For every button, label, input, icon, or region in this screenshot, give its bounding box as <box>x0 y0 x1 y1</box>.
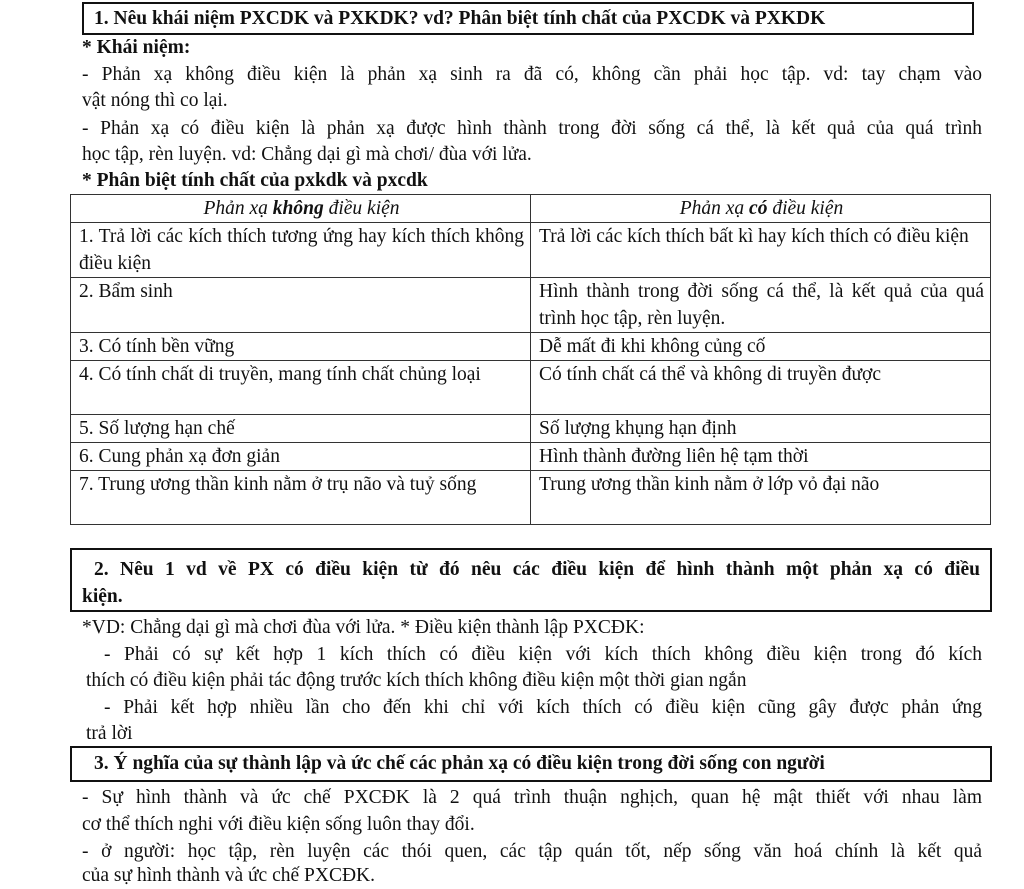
table-cell-left: 2. Bẩm sinh <box>71 278 531 333</box>
table-cell-left: 4. Có tính chất di truyền, mang tính chất chủng loại <box>71 361 531 415</box>
table-row <box>71 223 991 278</box>
section3-heading: 3. Ý nghĩa của sự thành lập và ức chế các phản xạ có điều kiện trong đời sống con người <box>94 753 825 774</box>
table-row <box>71 415 991 443</box>
unconditioned-definition-line2: vật nóng thì co lại. <box>82 90 228 111</box>
condition1-line2: thích có điều kiện phải tác động trước kích thích không điều kiện một thời gian ngắn <box>86 670 747 691</box>
header-right-pre: Phản xạ <box>679 198 750 219</box>
condition1-line1: - Phải có sự kết hợp 1 kích thích có điều kiện với kích thích không điều kiện trong đó kích <box>104 644 982 665</box>
table-row <box>71 361 991 415</box>
concept-title: * Khái niệm: <box>82 37 191 58</box>
header-conditioned <box>531 195 991 223</box>
table-row <box>71 278 991 333</box>
header-left-bold: không <box>272 198 324 219</box>
header-unconditioned <box>71 195 531 223</box>
table-cell-right: Trả lời các kích thích bất kì hay kích thích có điều kiện <box>531 223 991 278</box>
table-cell-left: 1. Trả lời các kích thích tương ứng hay kích thích không điều kiện <box>71 223 531 278</box>
table-cell-right: Hình thành trong đời sống cá thể, là kết quả của quá trình học tập, rèn luyện. <box>531 278 991 333</box>
header-right-bold: có <box>749 198 768 219</box>
header-left-pre: Phản xạ <box>203 198 273 219</box>
table-cell-left: 3. Có tính bền vững <box>71 333 531 361</box>
significance-para2-line2: của sự hình thành và ức chế PXCĐK. <box>82 865 375 886</box>
table-cell-right: Số lượng khụng hạn định <box>531 415 991 443</box>
conditioned-definition-line1: - Phản xạ có điều kiện là phản xạ được hình thành trong đời sống cá thể, là kết quả của quá trình <box>82 118 982 139</box>
significance-para1-line1: - Sự hình thành và ức chế PXCĐK là 2 quá trình thuận nghịch, quan hệ mật thiết với nhau làm <box>82 787 982 808</box>
compare-title: * Phân biệt tính chất của pxkdk và pxcdk <box>82 170 428 191</box>
comparison-table <box>70 194 991 525</box>
section2-heading-line1: 2. Nêu 1 vd về PX có điều kiện từ đó nêu các điều kiện để hình thành một phản xạ có điều <box>94 559 980 580</box>
conditioned-definition-line2: học tập, rèn luyện. vd: Chẳng dại gì mà chơi/ đùa với lửa. <box>82 144 532 165</box>
table-cell-right: Trung ương thần kinh nằm ở lớp vỏ đại não <box>531 471 991 525</box>
section2-heading-line2: kiện. <box>82 586 123 607</box>
table-row <box>71 443 991 471</box>
section2-heading-box <box>70 548 992 612</box>
table-cell-right: Có tính chất cá thể và không di truyền được <box>531 361 991 415</box>
section1-heading: 1. Nêu khái niệm PXCDK và PXKDK? vd? Phân biệt tính chất của PXCDK và PXKDK <box>94 8 826 29</box>
table-header-row <box>71 195 991 223</box>
significance-para2-line1: - ở người: học tập, rèn luyện các thói quen, các tập quán tốt, nếp sống văn hoá chính là kết quả <box>82 841 982 862</box>
table-cell-left: 6. Cung phản xạ đơn giản <box>71 443 531 471</box>
significance-para1-line2: cơ thể thích nghi với điều kiện sống luôn thay đổi. <box>82 814 475 835</box>
section1-heading-box <box>82 2 974 35</box>
unconditioned-definition-line1: - Phản xạ không điều kiện là phản xạ sinh ra đã có, không cần phải học tập. vd: tay chạm vào <box>82 64 982 85</box>
example-line: *VD: Chẳng dại gì mà chơi đùa với lửa. * Điều kiện thành lập PXCĐK: <box>82 617 645 638</box>
table-cell-left: 7. Trung ương thần kinh nằm ở trụ não và tuỷ sống <box>71 471 531 525</box>
table-cell-right: Hình thành đường liên hệ tạm thời <box>531 443 991 471</box>
condition2-line1: - Phải kết hợp nhiều lần cho đến khi chỉ với kích thích có điều kiện cũng gây được phản ứng <box>104 697 982 718</box>
header-right-post: điều kiện <box>767 198 844 219</box>
table-cell-left: 5. Số lượng hạn chế <box>71 415 531 443</box>
table-row <box>71 333 991 361</box>
condition2-line2: trả lời <box>86 723 133 744</box>
header-left-post: điều kiện <box>323 198 400 219</box>
table-cell-right: Dễ mất đi khi không củng cố <box>531 333 991 361</box>
table-row <box>71 471 991 525</box>
section3-heading-box <box>70 746 992 782</box>
